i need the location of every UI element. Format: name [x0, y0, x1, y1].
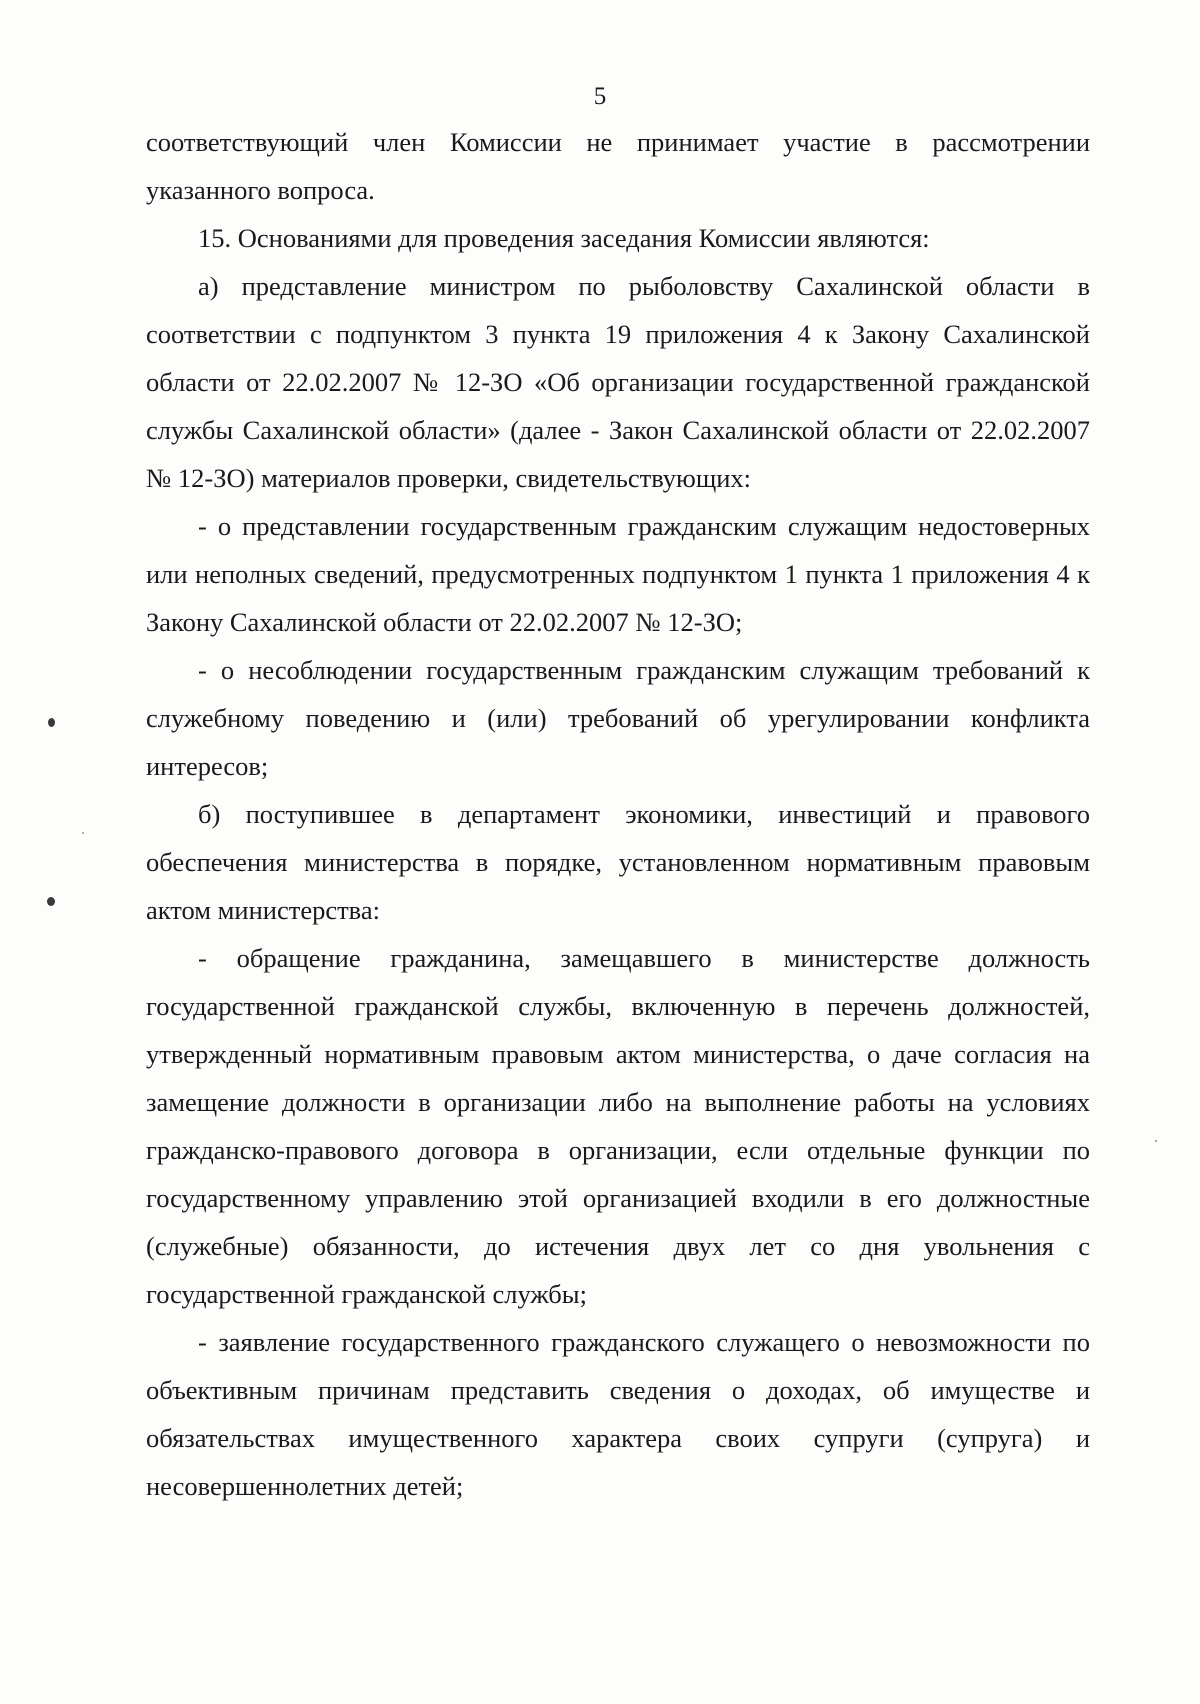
paragraph-subitem-a: а) представление министром по рыболовству Сахалинской области в соответствии с подпунктом 3 пункта 19 приложения 4 к Закону Сахалинской области от 22.02.2007 № 12-ЗО «Об организации государственной гражданской службы Сахалинской области» (далее - Закон Сахалинской области от 22.02.2007 № 12-ЗО) материалов проверки, свидетельствующих:	[146, 271, 1090, 493]
paragraph-subitem-b: б) поступившее в департамент экономики, инвестиций и правового обеспечения министерства в порядке, установленном нормативным правовым актом министерства:	[146, 799, 1090, 925]
page-number: 5	[593, 83, 607, 110]
document-body	[146, 118, 1090, 1510]
scan-speck	[1155, 1140, 1157, 1142]
paragraph-continuation: соответствующий член Комиссии не принимает участие в рассмотрении указанного вопроса.	[146, 127, 1090, 205]
paragraph-item-15: 15. Основаниями для проведения заседания Комиссии являются:	[198, 223, 930, 253]
scan-speck	[48, 718, 55, 727]
paragraph-dash-3: - обращение гражданина, замещавшего в министерстве должность государственной гражданской службы, включенную в перечень должностей, утвержденный нормативным правовым актом министерства, о даче согласия на замещение должности в организации либо на выполнение работы на условиях гражданско-правового договора в организации, если отдельные функции по государственному управлению этой организацией входили в его должностные (служебные) обязанности, до истечения двух лет со дня увольнения с государственной гражданской службы;	[146, 943, 1090, 1309]
scan-speck	[47, 897, 55, 906]
paragraph-dash-1: - о представлении государственным гражданским служащим недостоверных или неполных сведений, предусмотренных подпунктом 1 пункта 1 приложения 4 к Закону Сахалинской области от 22.02.2007 № 12-ЗО;	[146, 511, 1090, 637]
scan-speck	[82, 832, 84, 834]
paragraph-dash-4: - заявление государственного гражданского служащего о невозможности по объективным причинам представить сведения о доходах, об имуществе и обязательствах имущественного характера своих супруги (супруга) и несовершеннолетних детей;	[146, 1327, 1090, 1501]
paragraph-dash-2: - о несоблюдении государственным гражданским служащим требований к служебному поведению и (или) требований об урегулировании конфликта интересов;	[146, 655, 1090, 781]
